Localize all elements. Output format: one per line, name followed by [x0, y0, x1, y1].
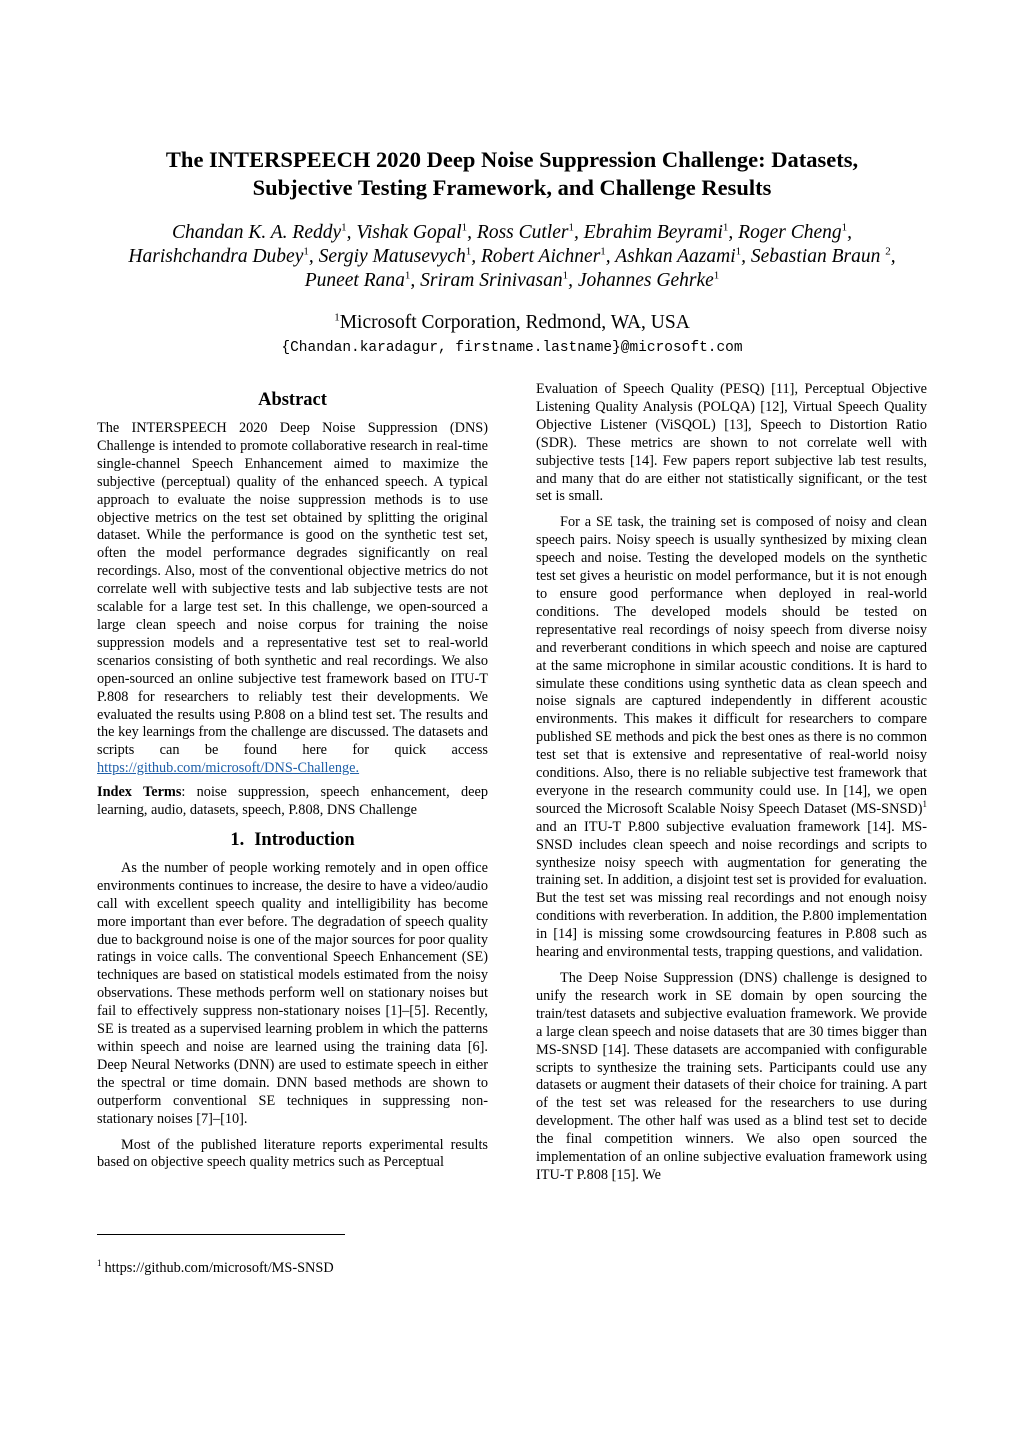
author-separator: , [573, 222, 584, 243]
section-title: Introduction [254, 829, 355, 850]
author-separator: , [728, 222, 739, 243]
author-name: Sergiy Matusevych [318, 246, 466, 267]
author-affiliation-mark: 1 [461, 221, 468, 234]
author-name: Johannes Gehrke [577, 270, 714, 291]
author-affiliation-mark: 1 [404, 269, 411, 282]
section-number: 1. [230, 829, 245, 850]
affiliation-text: Microsoft Corporation, Redmond, WA, USA [339, 312, 690, 333]
author-separator: , [410, 270, 421, 291]
paper-title [60, 146, 964, 202]
left-column [97, 388, 488, 1172]
abstract-body: The INTERSPEECH 2020 Deep Noise Suppression (DNS) Challenge is intended to promote collaborative research in real-time single-channel Speech Enhancement aimed to maximize the subjective (perceptual) quality of the enhanced speech. A typical approach to evaluate the noise suppression methods is to use objective metrics on the test set obtained by splitting the original dataset. While the performance is good on the synthetic test set, often the model performance degrades significantly on real recordings. Also, most of the conventional objective metrics do not correlate well with subjective tests and lab subjective tests are not scalable for a large test set. In this challenge, we open-sourced a large clean speech and noise corpus for training the noise suppression models and a representative test set to real-world scenarios consisting of both synthetic and real recordings. We also open-sourced an online subjective test framework based on ITU-T P.808 for researchers to reliably test their developments. We evaluated the results using P.808 on a blind test set. The results and the key learnings from the challenge are discussed. The datasets and scripts can be found here for quick access [97, 420, 488, 759]
author-affiliation-mark: 1 [722, 221, 729, 234]
footnote-ref-mark[interactable]: 1 [922, 799, 927, 810]
author-affiliation-mark: 1 [735, 245, 742, 258]
affiliation-mark: 1 [334, 311, 340, 324]
intro-paragraph-1: As the number of people working remotely and in open office environments continues to increase, the desire to have a video/audio call with excellent speech quality and intelligibility has become more important than ever before. The degradation of speech quality due to background noise is one of the major sources for poor quality ratings in voice calls. The conventional Speech Enhancement (SE) techniques are based on statistical models estimated from the noisy observations. These methods perform well on stationary noises but fail to effectively suppress non-stationary noises [1]–[5]. Recently, SE is treated as a supervised learning problem in which the patterns within speech and noise are learned using the training data [6]. Deep Neural Networks (DNN) are used to estimate speech in either the spectral or time domain. DNN based methods are shown to outperform conventional SE techniques in suppressing non-stationary noises [7]–[10]. [97, 859, 488, 1127]
intro-paragraph-3 [536, 514, 927, 962]
author-name: Roger Cheng [738, 222, 842, 243]
author-name: Harishchandra Dubey [128, 246, 304, 267]
author-email: {Chandan.karadagur, firstname.lastname}@microsoft.com [281, 340, 743, 356]
paragraph-3-part-b: and an ITU-T P.800 subjective evaluation framework [14]. MS-SNSD includes clean speech and noise recordings and scripts to synthesize noisy speech with augmentation for generating the training set. In addition, a disjoint test set is provided for evaluation. But the test set was missing real recordings and not enough noisy conditions with reverberation. In addition, the P.800 implementation in [14] is missing some crowdsourcing features in P.808 such as hearing and environmental tests, trapping questions, and validation. [536, 818, 927, 961]
author-affiliation-mark: 1 [841, 221, 848, 234]
author-separator: , [467, 222, 477, 243]
author-separator: , [471, 246, 481, 267]
author-name: Sebastian Braun [750, 246, 886, 267]
author-separator: , [605, 246, 616, 267]
author-affiliation-mark: 1 [562, 269, 569, 282]
section-heading-introduction [97, 828, 488, 852]
author-separator: , [568, 270, 578, 291]
author-affiliation-mark: 1 [303, 245, 309, 258]
author-separator: , [741, 246, 751, 267]
index-terms [97, 784, 488, 820]
author-name: Ross Cutler [476, 222, 569, 243]
right-column [536, 381, 927, 1185]
footnote-mark: 1 [97, 1258, 102, 1269]
author-name: Ashkan Aazami [615, 246, 736, 267]
author-affiliation-mark: 1 [568, 221, 574, 234]
author-name: Vishak Gopal [356, 222, 462, 243]
intro-paragraph-4: The Deep Noise Suppression (DNS) challenge is designed to unify the research work in SE domain by open sourcing the train/test datasets and subjective evaluation framework. We provide a large clean speech and noise datasets that are 30 times bigger than MS-SNSD [14]. These datasets are accompanied with configurable scripts to synthesize the training sets. Participants could use any datasets or augment their datasets of their choice for training. A part of the test set was released for the researchers to use during development. The other half was used as a blind test set to decide the final competition winners. We also open sourced the implementation of an online subjective evaluation framework using ITU-T P.808 [15]. We [536, 970, 927, 1183]
index-terms-label: Index Terms [97, 784, 182, 801]
author-affiliation-mark: 1 [465, 245, 472, 258]
author-name: Puneet Rana [304, 270, 405, 291]
author-name: Chandan K. A. Reddy [171, 222, 342, 243]
author-affiliation-mark: 1 [341, 221, 347, 234]
author-separator: , [847, 222, 852, 243]
intro-paragraph-2-continued: Evaluation of Speech Quality (PESQ) [11], Perceptual Objective Listening Quality Analysis (POLQA) [12], Virtual Speech Quality Objective Listener (ViSQOL) [13], Speech to Distortion Ratio (SDR). These metrics are shown to not correlate well with subjective tests [14]. Few papers report subjective lab test results, and many that do are either not statistically significant, or the test set is small. [536, 381, 927, 505]
author-list [60, 221, 964, 293]
index-terms-text: : noise suppression, speech enhancement, deep learning, audio, datasets, speech, P.808, DNS Challenge [97, 784, 488, 819]
author-affiliation-mark: 1 [713, 269, 720, 282]
title-line-1: The INTERSPEECH 2020 Deep Noise Suppression Challenge: Datasets, [165, 147, 859, 172]
abstract-text [97, 420, 488, 778]
footnote-text: https://github.com/microsoft/MS-SNSD [104, 1260, 334, 1276]
paragraph-3-part-a: For a SE task, the training set is composed of noisy and clean speech pairs. Noisy speech is usually synthesized by mixing clean speech and noise. Testing the developed models on the synthetic test set gives a heuristic on model performance, but it is not enough to ensure good performance when deployed in real-world conditions. The developed models should be tested on representative real recordings of noisy speech from diverse noisy and reverberant conditions in which speech and noise are captured at the same microphone in similar acoustic conditions. It is hard to simulate these conditions using synthetic data as clean speech and noise signals are captured independently in different acoustic environments. This makes it difficult for researchers to compare published SE methods and pick the best ones as there is no common test set that is extensive and representative of real-world noisy conditions. Also, there is no reliable subjective test framework that everyone in the research community could use. In [14], we open sourced the Microsoft Scalable Noisy Speech Dataset (MS-SNSD) [536, 514, 927, 817]
affiliation [60, 311, 964, 335]
author-name: Sriram Srinivasan [420, 270, 563, 291]
footnote-divider [97, 1234, 345, 1235]
author-separator: , [346, 222, 357, 243]
footnote [97, 1259, 334, 1277]
author-separator: , [308, 246, 319, 267]
dns-challenge-link[interactable]: https://github.com/microsoft/DNS-Challenge. [97, 760, 360, 777]
title-line-2: Subjective Testing Framework, and Challenge Results [252, 175, 772, 200]
author-name: Ebrahim Beyrami [583, 222, 723, 243]
author-affiliation-mark: 1 [600, 245, 606, 258]
intro-paragraph-2: Most of the published literature reports experimental results based on objective speech quality metrics such as Perceptual [97, 1136, 488, 1171]
author-name: Robert Aichner [480, 246, 601, 267]
abstract-heading: Abstract [258, 390, 327, 410]
author-affiliation-mark: 2 [885, 245, 891, 258]
author-separator: , [890, 246, 896, 267]
